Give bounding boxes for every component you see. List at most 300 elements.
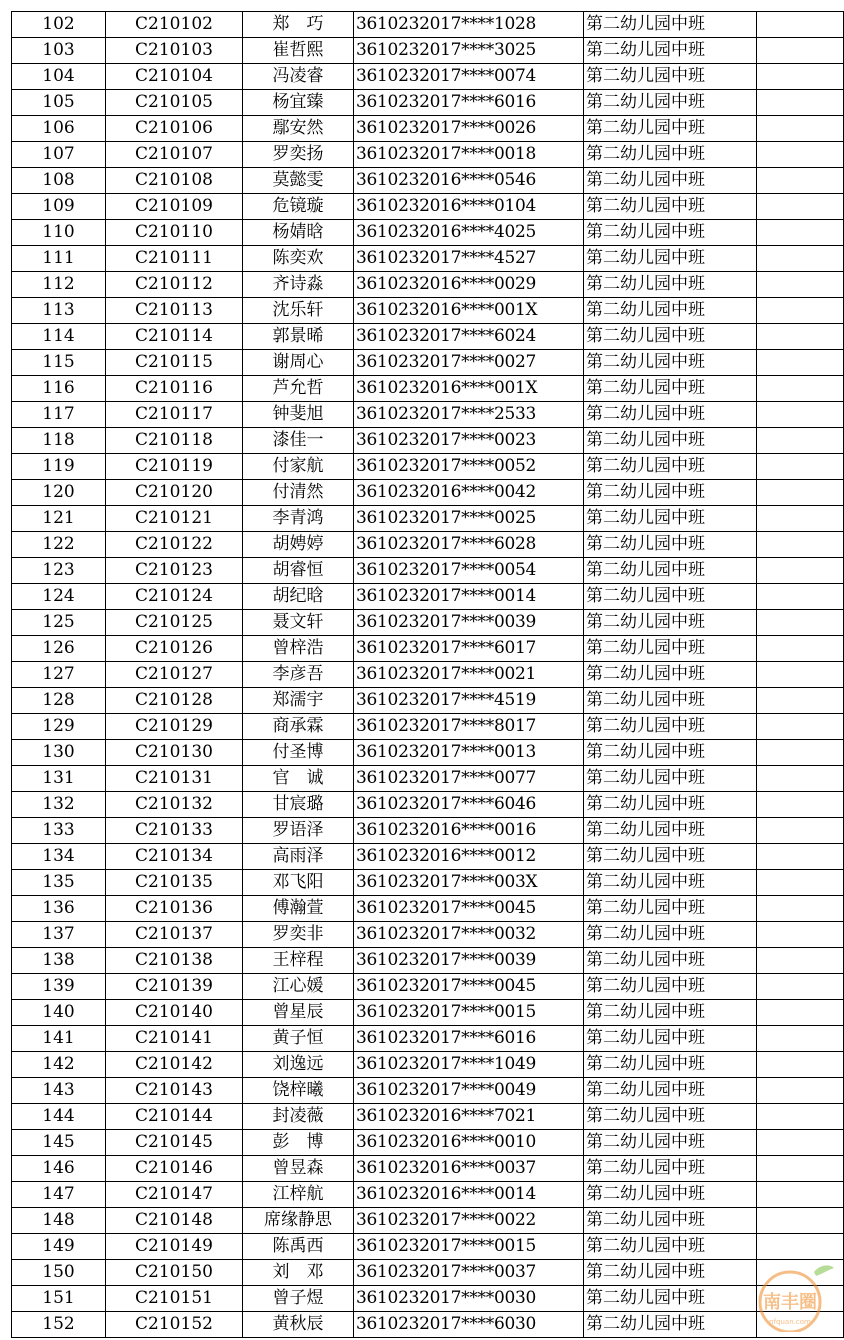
table-row bbox=[12, 64, 844, 90]
code-cell: C210149 bbox=[106, 1234, 243, 1260]
watermark-subtext: nfquan.com bbox=[769, 1318, 811, 1326]
table-row bbox=[12, 90, 844, 116]
table-row bbox=[12, 246, 844, 272]
code-cell: C210151 bbox=[106, 1286, 243, 1312]
name-cell: 胡纪晗 bbox=[243, 584, 354, 610]
table-row bbox=[12, 272, 844, 298]
class-cell: 第二幼儿园中班 bbox=[584, 90, 757, 116]
id-number-cell: 3610232017****0052 bbox=[354, 454, 584, 480]
name-cell: 危镜璇 bbox=[243, 194, 354, 220]
seq-cell: 114 bbox=[12, 324, 106, 350]
code-cell: C210142 bbox=[106, 1052, 243, 1078]
id-number-cell: 3610232017****003X bbox=[354, 870, 584, 896]
note-cell bbox=[757, 428, 844, 454]
class-cell: 第二幼儿园中班 bbox=[584, 1208, 757, 1234]
code-cell: C210106 bbox=[106, 116, 243, 142]
code-cell: C210138 bbox=[106, 948, 243, 974]
code-cell: C210117 bbox=[106, 402, 243, 428]
seq-cell: 132 bbox=[12, 792, 106, 818]
class-cell: 第二幼儿园中班 bbox=[584, 1182, 757, 1208]
name-cell: 鄢安然 bbox=[243, 116, 354, 142]
seq-cell: 137 bbox=[12, 922, 106, 948]
note-cell bbox=[757, 1078, 844, 1104]
seq-cell: 102 bbox=[12, 12, 106, 38]
name-cell: 胡娉婷 bbox=[243, 532, 354, 558]
class-cell: 第二幼儿园中班 bbox=[584, 402, 757, 428]
note-cell bbox=[757, 1182, 844, 1208]
seq-cell: 138 bbox=[12, 948, 106, 974]
table-row bbox=[12, 1312, 844, 1338]
id-number-cell: 3610232017****4527 bbox=[354, 246, 584, 272]
table-row bbox=[12, 402, 844, 428]
table-row bbox=[12, 662, 844, 688]
code-cell: C210141 bbox=[106, 1026, 243, 1052]
name-cell: 郑 巧 bbox=[243, 12, 354, 38]
id-number-cell: 3610232016****001X bbox=[354, 376, 584, 402]
class-cell: 第二幼儿园中班 bbox=[584, 948, 757, 974]
seq-cell: 144 bbox=[12, 1104, 106, 1130]
name-cell: 刘 邓 bbox=[243, 1260, 354, 1286]
note-cell bbox=[757, 246, 844, 272]
note-cell bbox=[757, 12, 844, 38]
table-row bbox=[12, 1026, 844, 1052]
id-number-cell: 3610232016****0010 bbox=[354, 1130, 584, 1156]
note-cell bbox=[757, 1026, 844, 1052]
code-cell: C210128 bbox=[106, 688, 243, 714]
class-cell: 第二幼儿园中班 bbox=[584, 298, 757, 324]
note-cell bbox=[757, 1312, 844, 1338]
note-cell bbox=[757, 896, 844, 922]
table-row bbox=[12, 1234, 844, 1260]
note-cell bbox=[757, 948, 844, 974]
class-cell: 第二幼儿园中班 bbox=[584, 168, 757, 194]
note-cell bbox=[757, 1052, 844, 1078]
table-row bbox=[12, 298, 844, 324]
name-cell: 郭景晞 bbox=[243, 324, 354, 350]
table-row bbox=[12, 1000, 844, 1026]
id-number-cell: 3610232017****8017 bbox=[354, 714, 584, 740]
id-number-cell: 3610232017****0054 bbox=[354, 558, 584, 584]
note-cell bbox=[757, 1260, 844, 1286]
seq-cell: 111 bbox=[12, 246, 106, 272]
seq-cell: 139 bbox=[12, 974, 106, 1000]
name-cell: 王梓程 bbox=[243, 948, 354, 974]
id-number-cell: 3610232016****7021 bbox=[354, 1104, 584, 1130]
id-number-cell: 3610232016****0029 bbox=[354, 272, 584, 298]
table-row bbox=[12, 1052, 844, 1078]
note-cell bbox=[757, 1000, 844, 1026]
class-cell: 第二幼儿园中班 bbox=[584, 38, 757, 64]
table-row bbox=[12, 584, 844, 610]
note-cell bbox=[757, 38, 844, 64]
seq-cell: 123 bbox=[12, 558, 106, 584]
class-cell: 第二幼儿园中班 bbox=[584, 1286, 757, 1312]
code-cell: C210144 bbox=[106, 1104, 243, 1130]
id-number-cell: 3610232016****0012 bbox=[354, 844, 584, 870]
name-cell: 曾昱森 bbox=[243, 1156, 354, 1182]
class-cell: 第二幼儿园中班 bbox=[584, 1156, 757, 1182]
table-row bbox=[12, 714, 844, 740]
id-number-cell: 3610232017****1028 bbox=[354, 12, 584, 38]
table-row bbox=[12, 38, 844, 64]
note-cell bbox=[757, 194, 844, 220]
note-cell bbox=[757, 324, 844, 350]
code-cell: C210112 bbox=[106, 272, 243, 298]
table-row bbox=[12, 558, 844, 584]
code-cell: C210122 bbox=[106, 532, 243, 558]
name-cell: 黄秋辰 bbox=[243, 1312, 354, 1338]
seq-cell: 130 bbox=[12, 740, 106, 766]
id-number-cell: 3610232017****0074 bbox=[354, 64, 584, 90]
code-cell: C210134 bbox=[106, 844, 243, 870]
class-cell: 第二幼儿园中班 bbox=[584, 142, 757, 168]
id-number-cell: 3610232017****6024 bbox=[354, 324, 584, 350]
table-row bbox=[12, 610, 844, 636]
name-cell: 黄子恒 bbox=[243, 1026, 354, 1052]
seq-cell: 109 bbox=[12, 194, 106, 220]
code-cell: C210118 bbox=[106, 428, 243, 454]
class-cell: 第二幼儿园中班 bbox=[584, 922, 757, 948]
note-cell bbox=[757, 714, 844, 740]
table-row bbox=[12, 506, 844, 532]
seq-cell: 105 bbox=[12, 90, 106, 116]
class-cell: 第二幼儿园中班 bbox=[584, 1026, 757, 1052]
seq-cell: 112 bbox=[12, 272, 106, 298]
id-number-cell: 3610232017****0045 bbox=[354, 896, 584, 922]
class-cell: 第二幼儿园中班 bbox=[584, 454, 757, 480]
note-cell bbox=[757, 480, 844, 506]
seq-cell: 122 bbox=[12, 532, 106, 558]
class-cell: 第二幼儿园中班 bbox=[584, 1078, 757, 1104]
table-row bbox=[12, 220, 844, 246]
seq-cell: 106 bbox=[12, 116, 106, 142]
code-cell: C210104 bbox=[106, 64, 243, 90]
class-cell: 第二幼儿园中班 bbox=[584, 194, 757, 220]
seq-cell: 133 bbox=[12, 818, 106, 844]
table-row bbox=[12, 454, 844, 480]
id-number-cell: 3610232017****6016 bbox=[354, 90, 584, 116]
note-cell bbox=[757, 1208, 844, 1234]
code-cell: C210135 bbox=[106, 870, 243, 896]
class-cell: 第二幼儿园中班 bbox=[584, 1000, 757, 1026]
table-row bbox=[12, 116, 844, 142]
note-cell bbox=[757, 792, 844, 818]
table-row bbox=[12, 324, 844, 350]
note-cell bbox=[757, 974, 844, 1000]
note-cell bbox=[757, 272, 844, 298]
id-number-cell: 3610232017****0037 bbox=[354, 1260, 584, 1286]
table-row bbox=[12, 818, 844, 844]
code-cell: C210139 bbox=[106, 974, 243, 1000]
table-row bbox=[12, 428, 844, 454]
name-cell: 曾星辰 bbox=[243, 1000, 354, 1026]
note-cell bbox=[757, 168, 844, 194]
seq-cell: 119 bbox=[12, 454, 106, 480]
code-cell: C210109 bbox=[106, 194, 243, 220]
seq-cell: 151 bbox=[12, 1286, 106, 1312]
code-cell: C210102 bbox=[106, 12, 243, 38]
class-cell: 第二幼儿园中班 bbox=[584, 12, 757, 38]
note-cell bbox=[757, 142, 844, 168]
seq-cell: 136 bbox=[12, 896, 106, 922]
table-row bbox=[12, 350, 844, 376]
table-row bbox=[12, 974, 844, 1000]
class-cell: 第二幼儿园中班 bbox=[584, 974, 757, 1000]
note-cell bbox=[757, 532, 844, 558]
table-row bbox=[12, 142, 844, 168]
seq-cell: 124 bbox=[12, 584, 106, 610]
note-cell bbox=[757, 506, 844, 532]
note-cell bbox=[757, 688, 844, 714]
seq-cell: 108 bbox=[12, 168, 106, 194]
name-cell: 官 诚 bbox=[243, 766, 354, 792]
code-cell: C210150 bbox=[106, 1260, 243, 1286]
table-row bbox=[12, 376, 844, 402]
id-number-cell: 3610232017****1049 bbox=[354, 1052, 584, 1078]
class-cell: 第二幼儿园中班 bbox=[584, 740, 757, 766]
id-number-cell: 3610232017****6046 bbox=[354, 792, 584, 818]
name-cell: 胡睿恒 bbox=[243, 558, 354, 584]
class-cell: 第二幼儿园中班 bbox=[584, 766, 757, 792]
seq-cell: 140 bbox=[12, 1000, 106, 1026]
class-cell: 第二幼儿园中班 bbox=[584, 896, 757, 922]
id-number-cell: 3610232017****0026 bbox=[354, 116, 584, 142]
code-cell: C210145 bbox=[106, 1130, 243, 1156]
id-number-cell: 3610232017****0015 bbox=[354, 1000, 584, 1026]
name-cell: 饶梓曦 bbox=[243, 1078, 354, 1104]
name-cell: 陈奕欢 bbox=[243, 246, 354, 272]
code-cell: C210108 bbox=[106, 168, 243, 194]
id-number-cell: 3610232017****0025 bbox=[354, 506, 584, 532]
name-cell: 崔哲熙 bbox=[243, 38, 354, 64]
table-row bbox=[12, 480, 844, 506]
class-cell: 第二幼儿园中班 bbox=[584, 272, 757, 298]
seq-cell: 152 bbox=[12, 1312, 106, 1338]
note-cell bbox=[757, 90, 844, 116]
class-cell: 第二幼儿园中班 bbox=[584, 324, 757, 350]
watermark-text: 南丰圈 bbox=[763, 1292, 817, 1313]
name-cell: 甘宸璐 bbox=[243, 792, 354, 818]
code-cell: C210125 bbox=[106, 610, 243, 636]
class-cell: 第二幼儿园中班 bbox=[584, 220, 757, 246]
code-cell: C210146 bbox=[106, 1156, 243, 1182]
code-cell: C210148 bbox=[106, 1208, 243, 1234]
table-row bbox=[12, 922, 844, 948]
name-cell: 李青鸿 bbox=[243, 506, 354, 532]
note-cell bbox=[757, 740, 844, 766]
code-cell: C210115 bbox=[106, 350, 243, 376]
id-number-cell: 3610232017****6030 bbox=[354, 1312, 584, 1338]
id-number-cell: 3610232017****6017 bbox=[354, 636, 584, 662]
id-number-cell: 3610232017****0032 bbox=[354, 922, 584, 948]
table-row bbox=[12, 1078, 844, 1104]
code-cell: C210119 bbox=[106, 454, 243, 480]
class-cell: 第二幼儿园中班 bbox=[584, 246, 757, 272]
code-cell: C210103 bbox=[106, 38, 243, 64]
class-cell: 第二幼儿园中班 bbox=[584, 532, 757, 558]
name-cell: 冯凌睿 bbox=[243, 64, 354, 90]
class-cell: 第二幼儿园中班 bbox=[584, 116, 757, 142]
class-cell: 第二幼儿园中班 bbox=[584, 376, 757, 402]
table-row bbox=[12, 948, 844, 974]
code-cell: C210110 bbox=[106, 220, 243, 246]
name-cell: 钟斐旭 bbox=[243, 402, 354, 428]
class-cell: 第二幼儿园中班 bbox=[584, 844, 757, 870]
note-cell bbox=[757, 1286, 844, 1312]
class-cell: 第二幼儿园中班 bbox=[584, 558, 757, 584]
class-cell: 第二幼儿园中班 bbox=[584, 688, 757, 714]
name-cell: 李彦吾 bbox=[243, 662, 354, 688]
seq-cell: 110 bbox=[12, 220, 106, 246]
code-cell: C210140 bbox=[106, 1000, 243, 1026]
id-number-cell: 3610232016****001X bbox=[354, 298, 584, 324]
table-row bbox=[12, 532, 844, 558]
id-number-cell: 3610232016****0104 bbox=[354, 194, 584, 220]
note-cell bbox=[757, 636, 844, 662]
seq-cell: 104 bbox=[12, 64, 106, 90]
id-number-cell: 3610232017****6028 bbox=[354, 532, 584, 558]
id-number-cell: 3610232016****0042 bbox=[354, 480, 584, 506]
class-cell: 第二幼儿园中班 bbox=[584, 1312, 757, 1338]
seq-cell: 129 bbox=[12, 714, 106, 740]
note-cell bbox=[757, 870, 844, 896]
class-cell: 第二幼儿园中班 bbox=[584, 636, 757, 662]
note-cell bbox=[757, 662, 844, 688]
name-cell: 曾子煜 bbox=[243, 1286, 354, 1312]
class-cell: 第二幼儿园中班 bbox=[584, 818, 757, 844]
name-cell: 席缘静思 bbox=[243, 1208, 354, 1234]
student-table bbox=[11, 11, 844, 1338]
name-cell: 沈乐轩 bbox=[243, 298, 354, 324]
id-number-cell: 3610232017****0014 bbox=[354, 584, 584, 610]
table-row bbox=[12, 792, 844, 818]
note-cell bbox=[757, 402, 844, 428]
table-row bbox=[12, 194, 844, 220]
class-cell: 第二幼儿园中班 bbox=[584, 480, 757, 506]
note-cell bbox=[757, 1130, 844, 1156]
id-number-cell: 3610232017****0077 bbox=[354, 766, 584, 792]
seq-cell: 121 bbox=[12, 506, 106, 532]
table-row bbox=[12, 844, 844, 870]
code-cell: C210129 bbox=[106, 714, 243, 740]
id-number-cell: 3610232017****0039 bbox=[354, 610, 584, 636]
id-number-cell: 3610232017****4519 bbox=[354, 688, 584, 714]
class-cell: 第二幼儿园中班 bbox=[584, 870, 757, 896]
code-cell: C210111 bbox=[106, 246, 243, 272]
seq-cell: 127 bbox=[12, 662, 106, 688]
table-row bbox=[12, 1260, 844, 1286]
id-number-cell: 3610232016****0546 bbox=[354, 168, 584, 194]
seq-cell: 147 bbox=[12, 1182, 106, 1208]
name-cell: 刘逸远 bbox=[243, 1052, 354, 1078]
name-cell: 江心媛 bbox=[243, 974, 354, 1000]
table-row bbox=[12, 1156, 844, 1182]
name-cell: 杨婧晗 bbox=[243, 220, 354, 246]
seq-cell: 116 bbox=[12, 376, 106, 402]
id-number-cell: 3610232017****0039 bbox=[354, 948, 584, 974]
name-cell: 罗奕扬 bbox=[243, 142, 354, 168]
class-cell: 第二幼儿园中班 bbox=[584, 610, 757, 636]
note-cell bbox=[757, 376, 844, 402]
id-number-cell: 3610232017****0022 bbox=[354, 1208, 584, 1234]
class-cell: 第二幼儿园中班 bbox=[584, 64, 757, 90]
seq-cell: 142 bbox=[12, 1052, 106, 1078]
note-cell bbox=[757, 584, 844, 610]
class-cell: 第二幼儿园中班 bbox=[584, 1104, 757, 1130]
name-cell: 芦允哲 bbox=[243, 376, 354, 402]
class-cell: 第二幼儿园中班 bbox=[584, 1052, 757, 1078]
seq-cell: 120 bbox=[12, 480, 106, 506]
name-cell: 江梓航 bbox=[243, 1182, 354, 1208]
id-number-cell: 3610232017****0018 bbox=[354, 142, 584, 168]
code-cell: C210107 bbox=[106, 142, 243, 168]
code-cell: C210113 bbox=[106, 298, 243, 324]
seq-cell: 141 bbox=[12, 1026, 106, 1052]
id-number-cell: 3610232017****0027 bbox=[354, 350, 584, 376]
table-row bbox=[12, 636, 844, 662]
note-cell bbox=[757, 1156, 844, 1182]
name-cell: 罗奕非 bbox=[243, 922, 354, 948]
code-cell: C210123 bbox=[106, 558, 243, 584]
seq-cell: 148 bbox=[12, 1208, 106, 1234]
id-number-cell: 3610232017****0013 bbox=[354, 740, 584, 766]
code-cell: C210124 bbox=[106, 584, 243, 610]
table-row bbox=[12, 1208, 844, 1234]
table-row bbox=[12, 870, 844, 896]
code-cell: C210133 bbox=[106, 818, 243, 844]
note-cell bbox=[757, 1234, 844, 1260]
id-number-cell: 3610232016****0014 bbox=[354, 1182, 584, 1208]
id-number-cell: 3610232016****0016 bbox=[354, 818, 584, 844]
seq-cell: 135 bbox=[12, 870, 106, 896]
name-cell: 莫懿雯 bbox=[243, 168, 354, 194]
id-number-cell: 3610232017****0023 bbox=[354, 428, 584, 454]
id-number-cell: 3610232017****0015 bbox=[354, 1234, 584, 1260]
seq-cell: 113 bbox=[12, 298, 106, 324]
code-cell: C210121 bbox=[106, 506, 243, 532]
class-cell: 第二幼儿园中班 bbox=[584, 662, 757, 688]
seq-cell: 131 bbox=[12, 766, 106, 792]
table-row bbox=[12, 168, 844, 194]
code-cell: C210127 bbox=[106, 662, 243, 688]
class-cell: 第二幼儿园中班 bbox=[584, 506, 757, 532]
note-cell bbox=[757, 116, 844, 142]
code-cell: C210147 bbox=[106, 1182, 243, 1208]
seq-cell: 117 bbox=[12, 402, 106, 428]
student-table-body bbox=[12, 12, 844, 1338]
table-row bbox=[12, 688, 844, 714]
code-cell: C210116 bbox=[106, 376, 243, 402]
seq-cell: 125 bbox=[12, 610, 106, 636]
name-cell: 封凌薇 bbox=[243, 1104, 354, 1130]
seq-cell: 126 bbox=[12, 636, 106, 662]
table-row bbox=[12, 1104, 844, 1130]
note-cell bbox=[757, 558, 844, 584]
class-cell: 第二幼儿园中班 bbox=[584, 584, 757, 610]
seq-cell: 145 bbox=[12, 1130, 106, 1156]
note-cell bbox=[757, 766, 844, 792]
note-cell bbox=[757, 454, 844, 480]
note-cell bbox=[757, 350, 844, 376]
note-cell bbox=[757, 818, 844, 844]
code-cell: C210143 bbox=[106, 1078, 243, 1104]
seq-cell: 128 bbox=[12, 688, 106, 714]
code-cell: C210132 bbox=[106, 792, 243, 818]
name-cell: 齐诗淼 bbox=[243, 272, 354, 298]
note-cell bbox=[757, 844, 844, 870]
note-cell bbox=[757, 922, 844, 948]
code-cell: C210130 bbox=[106, 740, 243, 766]
